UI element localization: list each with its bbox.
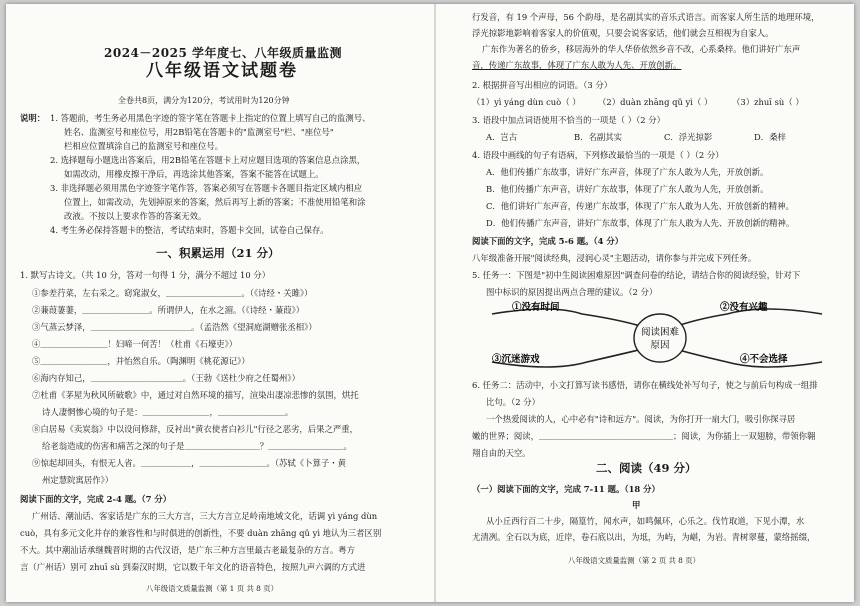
page-footer: 八年级语文质量监测（第 2 页 共 8 页） [568, 556, 701, 565]
note-line: 改液。不按以上要求作答的答案无效。 [64, 211, 207, 221]
q6-text: 一个热爱阅读的人，心中必有"诗和远方"。阅读，为你打开一扇大门，吸引你探寻居 [486, 414, 796, 424]
page-1 [6, 4, 434, 602]
reading-label: 阅读下面的文字，完成 5-6 题。（4 分） [472, 236, 624, 246]
option: C．浮光掠影 [664, 132, 713, 142]
reason-label: ③沉迷游戏 [492, 354, 540, 365]
passage-line: 不大。其中潮汕话承继魏晋时期的古代汉语，是广东三种方言里最古老最复杂的方言。粤方 [20, 545, 355, 555]
passage-line: 浮光掠影地影响着客家人的价值观，只要会说客家话，他们就会互相视为自家人。 [472, 28, 774, 38]
poem-item: ④＿＿＿＿＿＿＿＿！妇啼一何苦！（杜甫《石壕吏》） [32, 339, 238, 349]
pinyin-item: （2）duàn zhāng qǔ yì（ ） [598, 97, 713, 107]
poem-item: 诗人凄惘惨心境的句子是：＿＿＿＿＿＿＿＿，＿＿＿＿＿＿＿＿。 [42, 407, 294, 417]
reading-label: 阅读下面的文字，完成 2-4 题。（7 分） [20, 494, 172, 504]
poem-item: ⑨惊起却回头，有恨无人省。＿＿＿＿＿＿，＿＿＿＿＿＿＿＿。（苏轼《卜算子・黄 [32, 458, 347, 468]
passage-line: 行发音，有 19 个声母，56 个韵母，是名副其实的音乐式语言。而客家人所生活的地理环境， [472, 12, 820, 22]
note-line: 3. 非选择题必须用黑色字迹签字笔作答，答案必须写在答题卡各题目指定区域内相应 [50, 183, 363, 193]
q6-text: 翔自由的天空。 [472, 448, 531, 458]
poem-item: ⑦杜甫《茅屋为秋风所破歌》中，通过对自然环境的描写，渲染出凄凉悲惨的氛围，烘托 [32, 390, 359, 400]
exam-meta: 全卷共8页，满分为120分，考试用时为120分钟 [118, 96, 290, 105]
notes-label: 说明： [20, 113, 46, 123]
exam-subtitle: 八年级语文试题卷 [146, 61, 298, 81]
option: B．他们传播广东声音，讲好广东故事，体现了广东人敢为人先，开放创新。 [486, 184, 769, 194]
option: A．岂古 [486, 132, 518, 142]
sub-section-label: （一）阅读下面的文字，完成 7-11 题。（18 分） [472, 484, 660, 494]
pinyin-item: （1）yì yáng dùn cuò（ ） [472, 97, 581, 107]
question-2: 2. 根据拼音写出相应的词语。（3 分） [472, 80, 613, 90]
section-heading: 一、积累运用（21 分） [156, 246, 280, 260]
passage-line: 从小丘西行百二十步，隔篁竹，闻水声，如鸣佩环，心乐之。伐竹取道，下见小潭，水 [486, 516, 805, 526]
question-5: 5. 任务一：下图是"初中生阅读困难原因"调查问卷的结论，请结合你的阅读经验，针对下 [472, 270, 801, 280]
option: B．名副其实 [574, 132, 623, 142]
option: D．桑梓 [754, 132, 786, 142]
reason-label: ①没有时间 [512, 302, 560, 313]
note-line: 4. 考生务必保持答题卡的整洁，考试结束时，答题卡交回，试卷自己保存。 [50, 225, 329, 235]
question-3: 3. 语段中加点词语使用不恰当的一项是（ ）（2 分） [472, 115, 665, 125]
diagram-center-node [634, 314, 686, 362]
question-6: 比句。（2 分） [486, 397, 541, 407]
reason-label: ④不会选择 [740, 354, 788, 365]
question-1: 1. 默写古诗文。（共 10 分，答对一句得 1 分，满分不超过 10 分） [20, 270, 271, 280]
q6-text: 嫩的世界；阅读，＿＿＿＿＿＿＿＿＿＿＿＿＿＿＿＿；阅读，为你插上一双翅膀，带领你翱 [472, 431, 816, 441]
poem-item: ①参差荇菜，左右采之。窈窕淑女，＿＿＿＿＿＿＿＿＿。（《诗经・关雎》） [32, 288, 313, 298]
exam-sheet [6, 4, 854, 602]
exam-title: 2024－2025 学年度七、八年级质量监测 [104, 46, 342, 60]
poem-item: 给老翁造成的伤害和痛苦之深的句子是＿＿＿＿＿＿＿＿＿？＿＿＿＿＿＿＿＿＿。 [42, 441, 352, 451]
poem-item: ③气蒸云梦泽，＿＿＿＿＿＿＿＿＿＿＿＿。（孟浩然《望洞庭湖赠张丞相》） [32, 322, 317, 332]
question-4: 4. 语段中画线的句子有语病，下列修改最恰当的一项是（ ）（2 分） [472, 150, 724, 160]
note-line: 姓名、监测室号和座位号，用2B铅笔在答题卡的"监测室号"栏、"座位号" [64, 127, 334, 137]
page-2 [436, 4, 854, 602]
poem-item: ⑧白居易《卖炭翁》中以设问修辞，反衬出"黄衣使者白衫儿"行径之恶劣，后果之严重， [32, 424, 358, 434]
note-line: 如需改动，用橡皮擦干净后，再选涂其他答案，答案不能答在试题上。 [64, 169, 324, 179]
question-5: 图中标识的原因提出两点合理的建议。（2 分） [486, 287, 658, 297]
option: C．他们讲好广东声音，传递广东故事，体现了广东人敢为人先、开放创新的精神。 [486, 201, 794, 211]
note-line: 位置上，如需改动，先划掉原来的答案，然后再写上新的答案；不准使用铅笔和涂 [64, 197, 366, 207]
poem-item: 州定慧院寓居作》） [42, 475, 114, 485]
reading-difficulty-diagram [472, 298, 842, 380]
reason-label: ②没有兴趣 [720, 302, 768, 313]
passage-line: cuò，具有多元文化并存的兼容性和与时俱进的创新性，不要 duàn zhāng qǔ yì 地认为三者区别 [20, 528, 382, 538]
passage-line: 言（广州话）别可 zhuī sù 到秦汉时期，它以数千年文化的语音特色，按照九声六调的方式进 [20, 562, 366, 572]
passage-marker: 甲 [632, 500, 641, 510]
question-6: 6. 任务二：活动中，小文打算写读书感悟，请你在横线处补写句子，使之与前后句构成一组排 [472, 380, 818, 390]
note-line: 栏相应位置填涂自己的监测室号和座位号。 [64, 141, 224, 151]
passage-line: 广州话、潮汕话、客家话是广东的三大方言，三大方言立足岭南地域文化，话调 yì yáng dùn [32, 511, 378, 521]
section-heading: 二、阅读（49 分） [596, 461, 697, 475]
center-label: 阅读困难 [640, 327, 680, 338]
note-line: 2. 选择题每小题选出答案后，用2B铅笔在答题卡上对应题目选项的答案信息点涂黑， [50, 155, 366, 165]
passage-line: 广东作为著名的侨乡，移居海外的华人华侨依然乡音不改，心系桑梓。他们讲好广东声 [482, 44, 801, 54]
poem-item: ⑥海内存知己，＿＿＿＿＿＿＿＿＿＿＿。（王勃《送杜少府之任蜀州》） [32, 373, 300, 383]
underlined-sentence: 音，传递广东故事，体现了广东人敢为人先、开放创新。 [472, 60, 682, 70]
option: D．他们传播广东声音，讲好广东故事，体现了广东人敢为人先、开放创新的精神。 [486, 218, 795, 228]
note-line: 1. 答题前，考生务必用黑色字迹的签字笔在答题卡上指定的位置上填写自己的监测号、 [50, 113, 371, 123]
activity-intro: 八年级准备开展"阅读经典，浸润心灵"主题活动，请你参与并完成下列任务。 [472, 253, 757, 263]
page-footer: 八年级语文质量监测（第 1 页 共 8 页） [146, 584, 279, 593]
option: A．他们传播广东故事，讲好广东声音，体现了广东人敢为人先，开放创新。 [486, 167, 769, 177]
center-label: 原因 [650, 340, 670, 351]
poem-item: ②蒹葭萋萋，＿＿＿＿＿＿＿＿。所谓伊人，在水之湄。（《诗经・蒹葭》） [32, 305, 305, 315]
poem-item: ⑤＿＿＿＿＿＿＿＿，并怡然自乐。（陶渊明《桃花源记》） [32, 356, 250, 366]
passage-line: 尤清冽。全石以为底，近岸，卷石底以出，为坻，为屿，为嵁，为岩。青树翠蔓，蒙络摇缀， [472, 532, 816, 542]
pinyin-item: （3）zhuī sù（ ） [732, 97, 804, 107]
